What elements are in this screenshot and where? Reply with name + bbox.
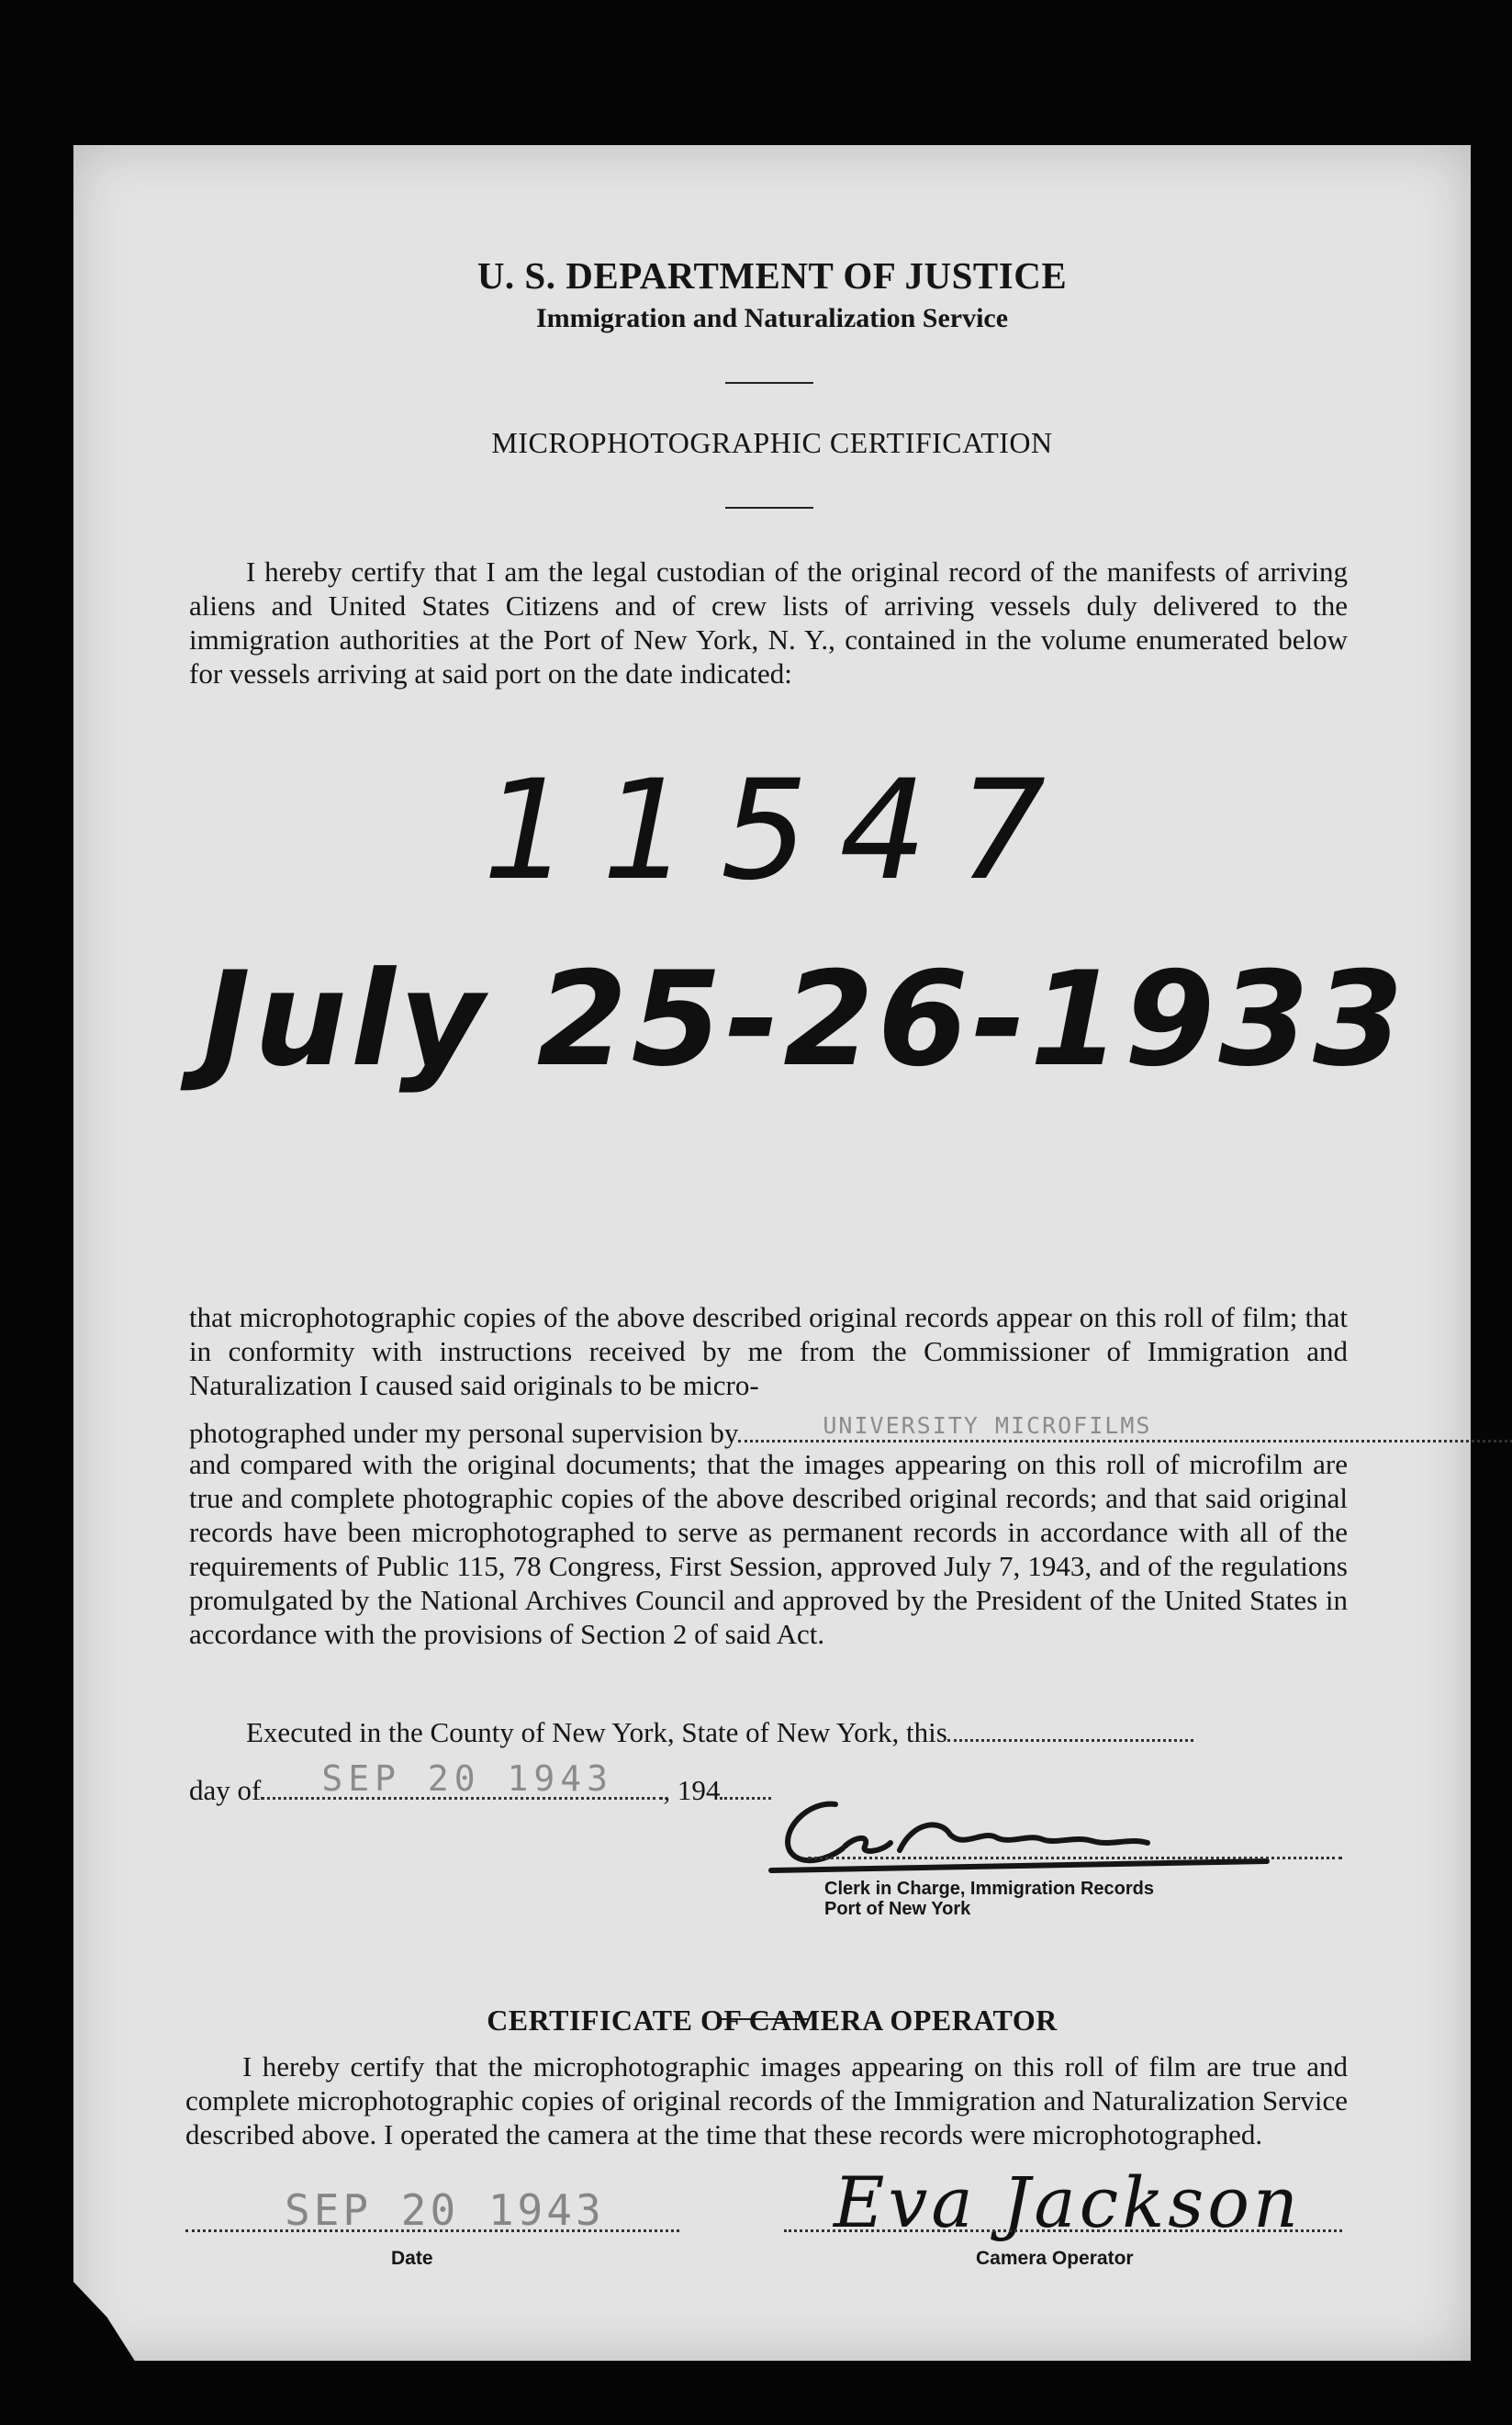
handwritten-arrival-date: July 25-26-1933 <box>202 944 1407 1095</box>
day-of-label: day of <box>189 1774 262 1806</box>
supervisor-stamp: UNIVERSITY MICROFILMS <box>823 1412 1152 1439</box>
torn-corner <box>72 2280 136 2363</box>
date-line <box>185 2229 679 2232</box>
day-of-field <box>261 1758 663 1800</box>
certification-body-1: that microphotographic copies of the above described original records appear on this roll of film; that in conformity with instructions received by me from the Commissioner of Immigration and Naturalization I caused said originals to be micro- <box>189 1301 1348 1401</box>
camera-operator-label: Camera Operator <box>976 2248 1134 2269</box>
divider <box>725 507 813 509</box>
camera-date-stamp: SEP 20 1943 <box>285 2185 605 2235</box>
year-suffix: , 194 <box>663 1774 721 1806</box>
operator-signature-line <box>784 2229 1342 2232</box>
clerk-signature-line <box>808 1857 1342 1859</box>
supervisor-field <box>738 1414 1512 1443</box>
camera-certificate-text: I hereby certify that the microphotographic images appearing on this roll of film are true and complete microphotographic copies of original records of the Immigration and Naturalization Service described above. I operated the camera at the time that these records were microphotographed. <box>185 2050 1348 2150</box>
day-of-date-stamp: SEP 20 1943 <box>321 1758 614 1799</box>
form-title: MICROPHOTOGRAPHIC CERTIFICATION <box>491 426 1053 459</box>
supervision-label: photographed under my personal supervision by <box>189 1417 739 1449</box>
clerk-title-line-1: Clerk in Charge, Immigration Records <box>824 1879 1154 1899</box>
camera-operator-signature: Eva Jackson <box>834 2161 1302 2243</box>
executed-line <box>189 1715 1348 1749</box>
handwritten-volume-number: 11547 <box>483 751 1078 911</box>
clerk-title <box>824 1879 1154 1919</box>
service-subheading: Immigration and Naturalization Service <box>535 303 1009 333</box>
department-heading: U. S. DEPARTMENT OF JUSTICE <box>476 254 1068 297</box>
certification-body-3: and compared with the original documents; that the images appearing on this roll of microfilm are true and complete photographic copies of the above described original records; and that said original records have been microphotographed to serve as permanent records in accordance with all of the requirements of Public 115, 78 Congress, First Session, approved July 7, 1943, and of the regulations promulgated by the National Archives Council and approved by the President of the United States in accordance with the provisions of Section 2 of said Act. <box>189 1448 1348 1650</box>
executed-text: Executed in the County of New York, State of New York, this <box>246 1716 947 1748</box>
divider <box>725 382 813 384</box>
clerk-title-line-2: Port of New York <box>824 1899 971 1919</box>
supervision-line <box>189 1414 1348 1450</box>
camera-certificate-title: CERTIFICATE OF CAMERA OPERATOR <box>487 2004 1058 2037</box>
executed-day-field <box>947 1717 1193 1742</box>
certification-intro: I hereby certify that I am the legal custodian of the original record of the manifests of arriving aliens and United States Citizens and of crew lists of arriving vessels duly delivered to the immigration authorities at the Port of New York, N. Y., contained in the volume enumerated below for vessels arriving at said port on the date indicated: <box>189 556 1348 690</box>
certificate-page <box>73 145 1471 2361</box>
clerk-signature <box>753 1793 1340 1876</box>
date-label: Date <box>391 2248 433 2269</box>
